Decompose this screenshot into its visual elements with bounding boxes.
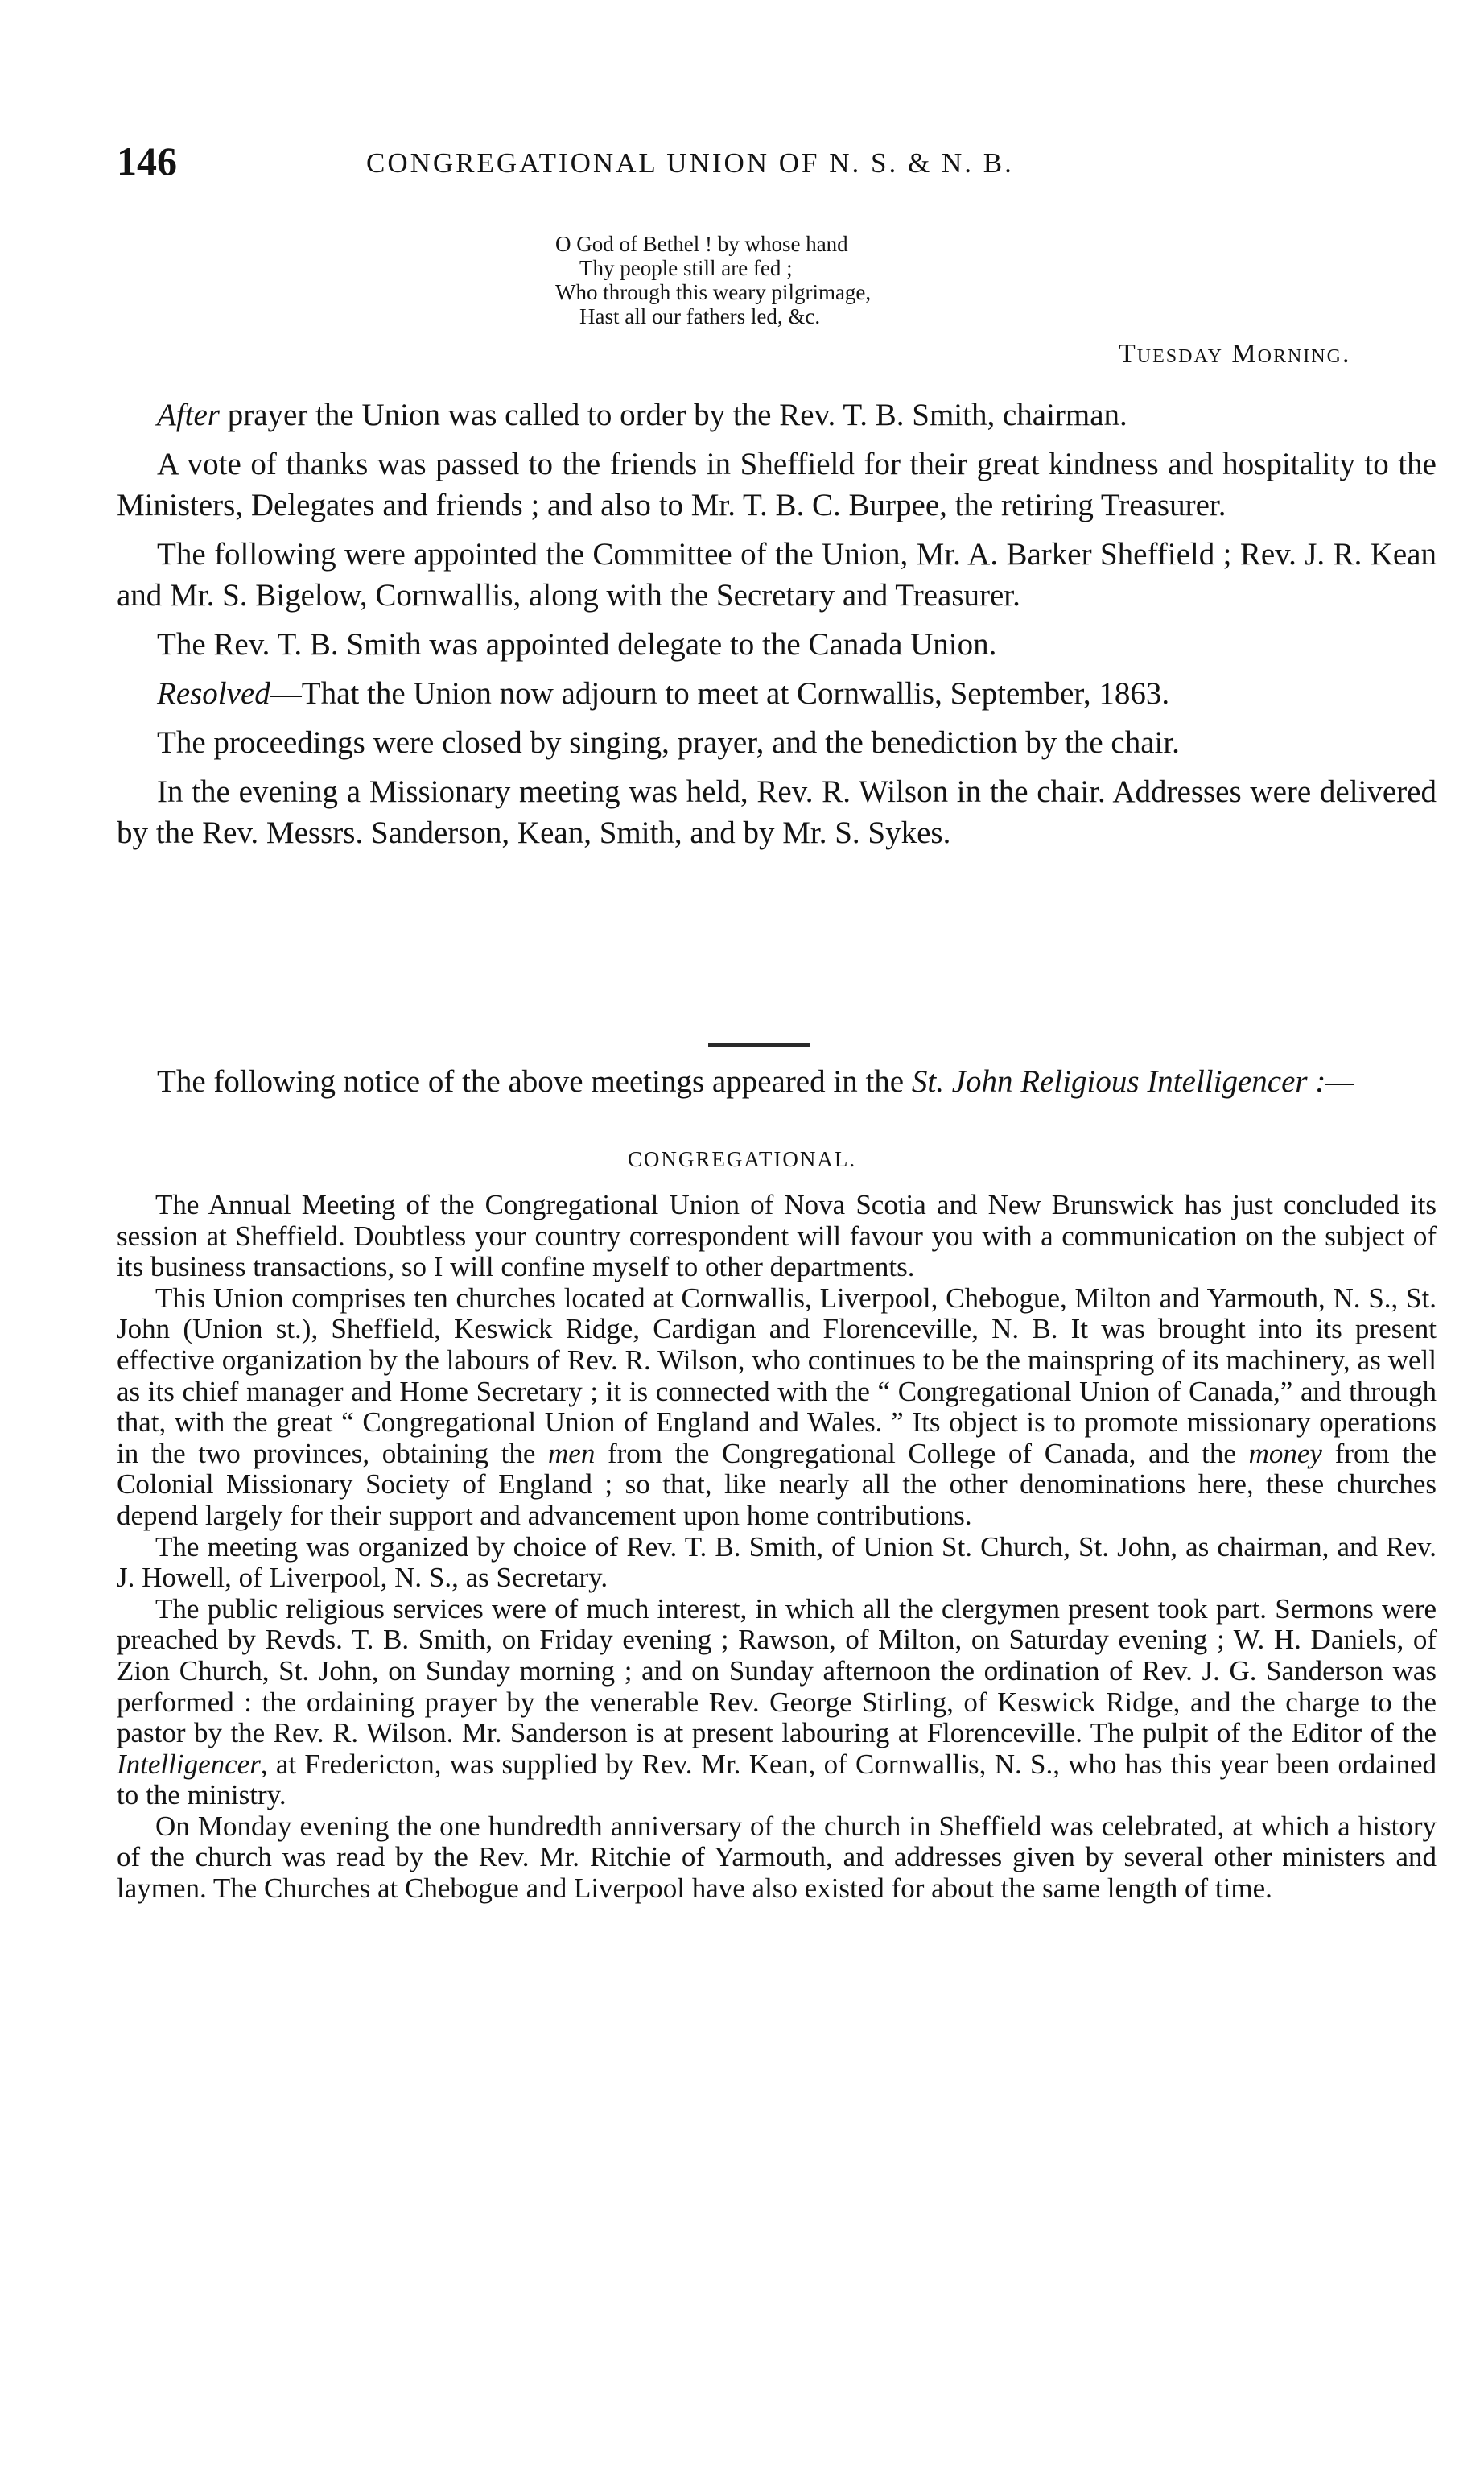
hymn-verse	[555, 232, 871, 328]
section-heading: Tuesday Morning.	[1119, 339, 1351, 369]
section-divider	[708, 1043, 810, 1047]
minutes-text: A vote of thanks was passed to the friends in Sheffield for their great kindness and hospitality to the Ministers, Delegates and friends ; and also to Mr. T. B. C. Burpee, the retiring Treasurer.	[117, 447, 1437, 522]
verse-line: Who through this weary pilgrimage,	[555, 280, 872, 304]
minutes-text: —That the Union now adjourn to meet at Cornwallis, September, 1863.	[270, 676, 1170, 711]
article-heading: CONGREGATIONAL.	[627, 1147, 857, 1171]
minutes-paragraph	[117, 771, 1437, 853]
minutes-paragraph	[117, 444, 1437, 526]
notice-intro	[117, 1061, 1437, 1102]
meeting-minutes	[117, 394, 1437, 853]
article-paragraph: The meeting was organized by choice of Rev. T. B. Smith, of Union St. Church, St. John, as chairman, and Rev. J. Howell, of Liverpool, N. S., as Secretary.	[117, 1530, 1437, 1594]
notice-intro-text: The following notice of the above meetings appeared in the	[157, 1064, 912, 1099]
minutes-paragraph	[117, 624, 1437, 665]
minutes-text: The following were appointed the Committee of the Union, Mr. A. Barker Sheffield ; Rev. J. R. Kean and Mr. S. Bigelow, Cornwallis, along with the Secretary and Treasurer.	[117, 537, 1437, 613]
verse-line: Hast all our fathers led, &c.	[579, 304, 821, 328]
minutes-lead: Resolved	[157, 676, 270, 711]
publication-title: St. John Religious Intelligencer :—	[911, 1064, 1354, 1099]
minutes-text: In the evening a Missionary meeting was held, Rev. R. Wilson in the chair. Addresses were delivered by the Rev. Messrs. Sanderson, Kean, Smith, and by Mr. S. Sykes.	[117, 774, 1437, 850]
minutes-lead: After	[157, 398, 220, 432]
newspaper-article	[117, 1190, 1437, 1905]
verse-line: O God of Bethel ! by whose hand	[555, 232, 848, 256]
article-paragraph: The Annual Meeting of the Congregational Union of Nova Scotia and New Brunswick has just concluded its session at Sheffield. Doubtless your country correspondent will favour you with a communication on the subject of its business transactions, so I will confine myself to other departments.	[117, 1189, 1437, 1283]
article-paragraph: This Union comprises ten churches located at Cornwallis, Liverpool, Chebogue, Milton and Yarmouth, N. S., St. John (Union st.), Sheffield, Keswick Ridge, Cardigan and Florenceville, N. B. It was brought into its present effective organization by the labours of Rev. R. Wilson, who continues to be the mainspring of its machinery, as well as its chief manager and Home Secretary ; it is connected with the “ Congregational Union of Canada,” and through that, with the great “ Congregational Union of England and Wales. ” Its object is to promote missionary operations in the two provinces, obtaining the men from the Congregational College of Canada, and the money from the Colonial Missionary Society of England ; so that, like nearly all the other denominations here, these churches depend largely for their support and advancement upon home contributions.	[117, 1282, 1437, 1531]
article-paragraph: On Monday evening the one hundredth anniversary of the church in Sheffield was celebrated, at which a history of the church was read by the Rev. Mr. Ritchie of Yarmouth, and addresses given by several other ministers and laymen. The Churches at Chebogue and Liverpool have also existed for about the same length of time.	[117, 1810, 1437, 1905]
minutes-text: The proceedings were closed by singing, prayer, and the benediction by the chair.	[157, 725, 1180, 760]
article-paragraph: The public religious services were of much interest, in which all the clergymen present took part. Sermons were preached by Revds. T. B. Smith, on Friday evening ; Rawson, of Milton, on Saturday evening ; W. H. Daniels, of Zion Church, St. John, on Sunday morning ; and on Sunday afternoon the ordination of Rev. J. G. Sanderson was performed : the ordaining prayer by the venerable Rev. George Stirling, of Keswick Ridge, and the charge to the pastor by the Rev. R. Wilson. Mr. Sanderson is at present labouring at Florenceville. The pulpit of the Editor of the Intelligencer, at Fredericton, was supplied by Rev. Mr. Kean, of Cornwallis, N. S., who has this year been ordained to the ministry.	[117, 1592, 1437, 1811]
minutes-paragraph	[117, 722, 1437, 763]
verse-line: Thy people still are fed ;	[579, 256, 793, 280]
minutes-paragraph	[117, 673, 1437, 714]
minutes-text: The Rev. T. B. Smith was appointed delegate to the Canada Union.	[157, 627, 997, 662]
page-number: 146	[117, 138, 177, 184]
minutes-paragraph	[117, 534, 1437, 616]
minutes-paragraph	[117, 394, 1437, 436]
page-header	[117, 137, 1437, 185]
minutes-text: prayer the Union was called to order by the Rev. T. B. Smith, chairman.	[219, 398, 1127, 432]
running-title: CONGREGATIONAL UNION OF N. S. & N. B.	[366, 147, 1014, 179]
